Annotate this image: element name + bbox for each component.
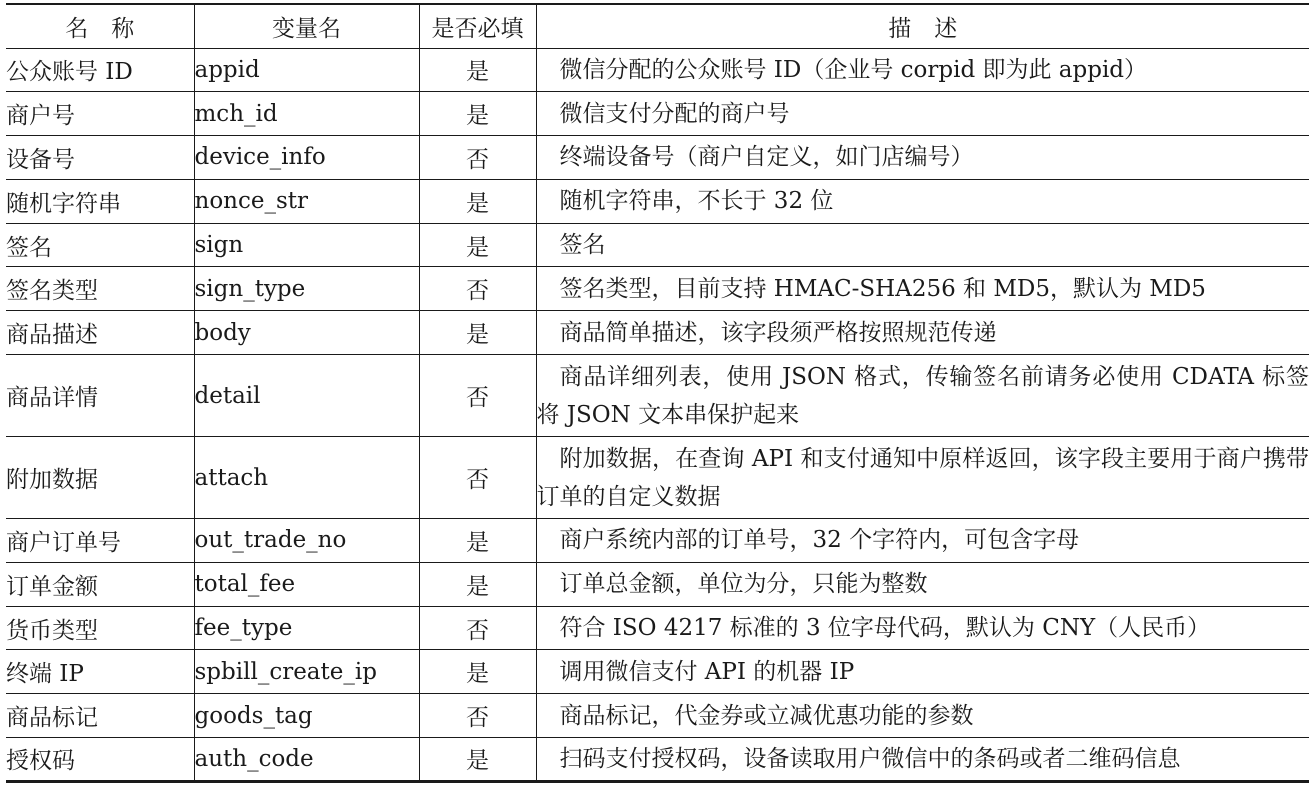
param-description: 签名类型，目前支持 HMAC-SHA256 和 MD5，默认为 MD5 [536,267,1309,311]
param-required: 是 [419,179,536,223]
table-row [6,738,1309,782]
param-variable: detail [194,355,419,437]
param-description: 终端设备号（商户自定义，如门店编号） [536,136,1309,180]
header-name: 名 称 [6,4,194,48]
table-row [6,355,1309,437]
table-row [6,223,1309,267]
param-required: 是 [419,311,536,355]
header-description: 描 述 [536,4,1309,48]
param-description: 附加数据，在查询 API 和支付通知中原样返回，该字段主要用于商户携带订单的自定义数据 [536,437,1309,519]
param-name: 商品详情 [6,355,194,437]
param-variable: mch_id [194,92,419,136]
param-name: 商品标记 [6,694,194,738]
param-name: 商品描述 [6,311,194,355]
param-variable: body [194,311,419,355]
param-variable: goods_tag [194,694,419,738]
table-row [6,136,1309,180]
table-row [6,519,1309,563]
param-description: 随机字符串，不长于 32 位 [536,179,1309,223]
param-required: 是 [419,562,536,606]
param-variable: spbill_create_ip [194,650,419,694]
param-description: 商户系统内部的订单号，32 个字符内，可包含字母 [536,519,1309,563]
table-row [6,650,1309,694]
table-row [6,267,1309,311]
param-description: 微信分配的公众账号 ID（企业号 corpid 即为此 appid） [536,48,1309,92]
param-description: 符合 ISO 4217 标准的 3 位字母代码，默认为 CNY（人民币） [536,606,1309,650]
param-name: 附加数据 [6,437,194,519]
header-required: 是否必填 [419,4,536,48]
table-row [6,92,1309,136]
param-name: 签名 [6,223,194,267]
param-variable: fee_type [194,606,419,650]
table-row [6,694,1309,738]
param-required: 否 [419,606,536,650]
param-required: 是 [419,738,536,782]
param-required: 否 [419,267,536,311]
param-variable: sign_type [194,267,419,311]
param-variable: auth_code [194,738,419,782]
param-variable: attach [194,437,419,519]
param-required: 否 [419,437,536,519]
param-variable: nonce_str [194,179,419,223]
param-name: 订单金额 [6,562,194,606]
table-row [6,48,1309,92]
param-variable: appid [194,48,419,92]
parameter-table [6,3,1309,783]
param-name: 授权码 [6,738,194,782]
param-variable: sign [194,223,419,267]
table-body [6,48,1309,781]
param-name: 终端 IP [6,650,194,694]
param-required: 是 [419,92,536,136]
param-name: 商户订单号 [6,519,194,563]
param-required: 否 [419,694,536,738]
param-description: 订单总金额，单位为分，只能为整数 [536,562,1309,606]
param-description: 签名 [536,223,1309,267]
table-row [6,562,1309,606]
param-name: 商户号 [6,92,194,136]
param-required: 否 [419,355,536,437]
header-variable: 变量名 [194,4,419,48]
header-row [6,4,1309,48]
table-header [6,4,1309,48]
param-name: 公众账号 ID [6,48,194,92]
param-name: 设备号 [6,136,194,180]
param-description: 商品详细列表，使用 JSON 格式，传输签名前请务必使用 CDATA 标签将 JSON 文本串保护起来 [536,355,1309,437]
table-row [6,179,1309,223]
param-name: 随机字符串 [6,179,194,223]
param-required: 否 [419,136,536,180]
param-name: 货币类型 [6,606,194,650]
param-description: 商品标记，代金券或立减优惠功能的参数 [536,694,1309,738]
param-required: 是 [419,650,536,694]
table-row [6,437,1309,519]
table-row [6,606,1309,650]
param-description: 扫码支付授权码，设备读取用户微信中的条码或者二维码信息 [536,738,1309,782]
param-required: 是 [419,519,536,563]
param-required: 是 [419,223,536,267]
param-variable: total_fee [194,562,419,606]
param-description: 微信支付分配的商户号 [536,92,1309,136]
param-description: 商品简单描述，该字段须严格按照规范传递 [536,311,1309,355]
param-variable: out_trade_no [194,519,419,563]
param-description: 调用微信支付 API 的机器 IP [536,650,1309,694]
table-row [6,311,1309,355]
param-name: 签名类型 [6,267,194,311]
param-required: 是 [419,48,536,92]
param-variable: device_info [194,136,419,180]
